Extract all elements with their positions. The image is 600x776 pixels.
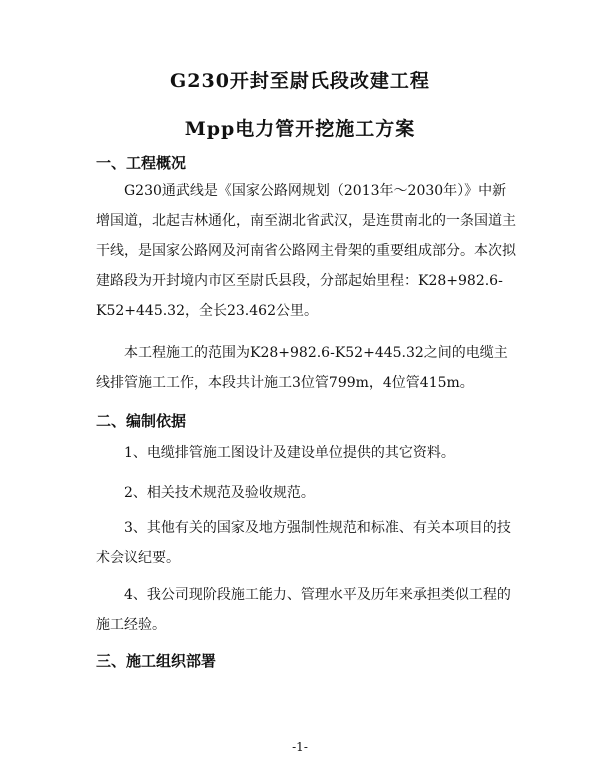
document-subtitle: Mpp电力管开挖施工方案 <box>184 118 416 140</box>
overview-paragraph-2: 本工程施工的范围为K28+982.6-K52+445.32之间的电缆主线排管施工工作，本段共计施工3位管799m，4位管415m。 <box>96 345 508 391</box>
basis-item-4: 4、我公司现阶段施工能力、管理水平及历年来承担类似工程的施工经验。 <box>96 587 511 633</box>
section-heading-organization: 三、施工组织部署 <box>96 652 217 670</box>
basis-item-2: 2、相关技术规范及验收规范。 <box>124 485 315 501</box>
section-heading-overview: 一、工程概况 <box>96 154 187 172</box>
document-title: G230开封至尉氏段改建工程 <box>170 70 430 92</box>
basis-item-1: 1、电缆排管施工图设计及建设单位提供的其它资料。 <box>124 445 455 461</box>
section-heading-basis: 二、编制依据 <box>96 412 187 430</box>
basis-item-3: 3、其他有关的国家及地方强制性规范和标准、有关本项目的技术会议纪要。 <box>96 520 511 566</box>
overview-paragraph-1: G230通武线是《国家公路网规划（2013年～2030年）》中新增国道，北起吉林通化，南至湖北省武汉，是连贯南北的一条国道主干线，是国家公路网及河南省公路网主骨架的重要组成部分。本次拟建路段为开封境内市区至尉氏县段，分部起始里程：K28+982.6-K52+445.32，全长23.462公里。 <box>96 183 516 319</box>
page-number: -1- <box>292 740 308 754</box>
